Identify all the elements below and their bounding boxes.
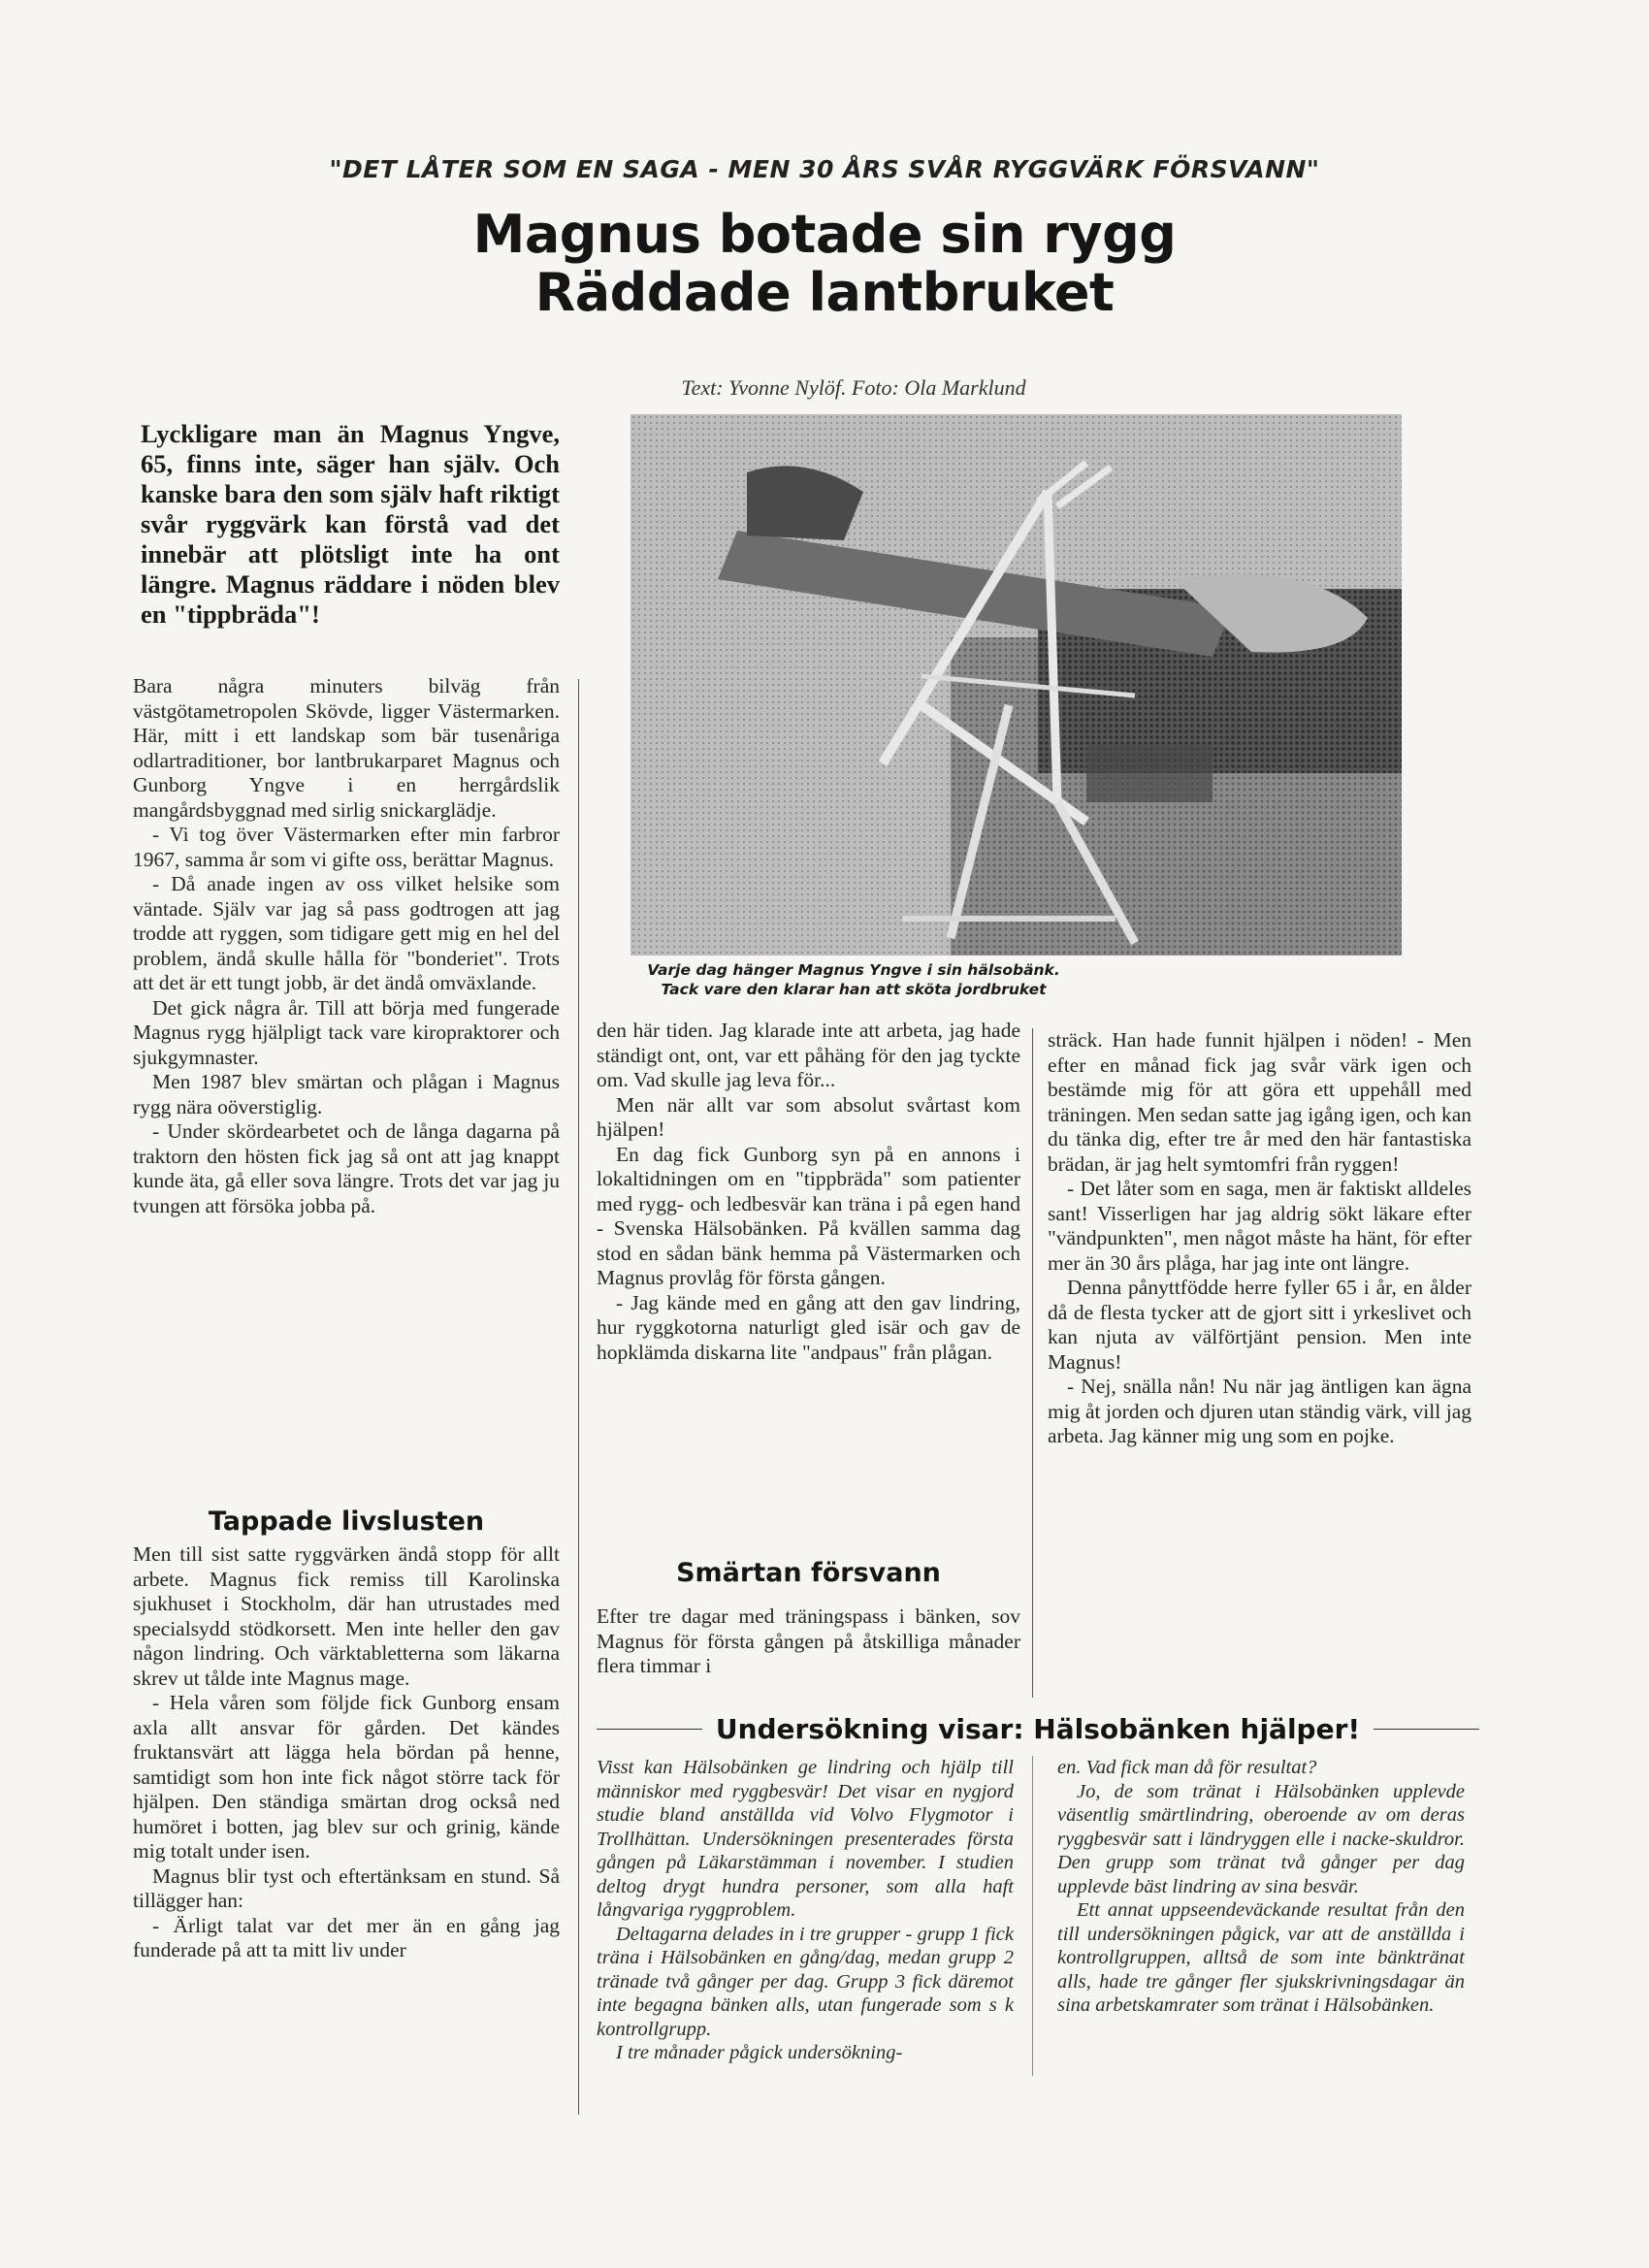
body-paragraph: Det gick några år. Till att börja med fungerade Magnus rygg hjälpligt tack vare kiropraktorer och sjukgymnaster. (133, 995, 560, 1069)
body-paragraph: - Hela våren som följde fick Gunborg ensam axla allt ansvar för gården. Det kändes fruktansvärt att lägga hela bördan på henne, samtidigt som hon inte fick något större tack för hjälpen. Den ständiga smärtan drog också ned humöret i botten, jag blev sur och grinig, kände mig totalt under isen. (133, 1691, 560, 1863)
study-box-heading (597, 1711, 1479, 1746)
column-3 (1048, 1028, 1471, 1449)
column-divider (578, 679, 579, 2115)
body-paragraph: Efter tre dagar med träningspass i bänken, sov Magnus för första gången på åtskilliga månader flera timmar i (597, 1604, 1020, 1677)
body-paragraph: Men när allt var som absolut svårtast kom hjälpen! (597, 1092, 1020, 1141)
subheading-tappade-livslusten: Tappade livslusten (208, 1507, 485, 1537)
study-paragraph: I tre månader pågick undersökning- (616, 2042, 903, 2063)
study-box-title: Undersökning visar: Hälsobänken hjälper! (715, 1712, 1361, 1745)
headline-line-1: Magnus botade sin rygg (472, 204, 1177, 265)
heading-rule-right (1374, 1729, 1479, 1730)
headline (0, 206, 1649, 322)
body-paragraph: - Då anade ingen av oss vilket helsike som väntade. Själv var jag så pass godtrogen att jag trodde att ryggen, som tidigare gett mig en hel del problem, ändå skulle hålla för "bonderiet". Trots att det är ett tungt jobb, är det ändå omväxlande. (133, 872, 560, 994)
heading-rule-left (597, 1729, 702, 1730)
column-divider (1032, 1756, 1033, 2076)
body-paragraph: - Det låter som en saga, men är faktiskt alldeles sant! Visserligen har jag aldrig sökt läkare efter "vändpunkten", men något måste ha hänt, för efter mer än 30 års plåga, har jag inte ont längre. (1048, 1177, 1471, 1275)
study-box-column-2 (1057, 1756, 1465, 2018)
caption-line-1: Varje dag hänger Magnus Yngve i sin hälsobänk. (647, 961, 1060, 979)
body-paragraph: den här tiden. Jag klarade inte att arbeta, jag hade ständigt ont, ont, var ett påhäng för den jag tyckte om. Vad skulle jag leva för... (597, 1019, 1020, 1091)
study-paragraph: Jo, de som tränat i Hälsobänken upplevde väsentlig smärtlindring, oberoende av om deras ryggbesvär satt i ländryggen elle i nacke-skuldror. Den grupp som tränat två gånger per dag upplevde bäst lindring av sina besvär. (1057, 1780, 1465, 1897)
subheading-smartan-forsvann: Smärtan försvann (676, 1558, 941, 1588)
lead-paragraph: Lyckligare man än Magnus Yngve, 65, finns inte, säger han själv. Och kanske bara den som själv haft riktigt svår ryggvärk kan förstå vad det innebär att plötsligt inte ha ont längre. Magnus räddare i nöden blev en "tippbräda"! (141, 419, 560, 629)
study-box-column-1 (597, 1756, 1014, 2065)
study-paragraph: en. Vad fick man då för resultat? (1057, 1757, 1317, 1778)
body-paragraph: Bara några minuters bilväg från västgötametropolen Skövde, ligger Västermarken. Här, mitt i ett landskap som bär tusenåriga odlartraditioner, bor lantbrukarparet Magnus och Gunborg Yngve i en herrgårdslik mangårdsbyggnad med sirlig snickarglädje. (133, 674, 560, 822)
column-1-top (133, 674, 560, 1218)
column-2 (597, 1019, 1020, 1365)
byline: Text: Yvonne Nylöf. Foto: Ola Marklund (681, 375, 1026, 400)
photo-halsobank-graphic (630, 414, 1402, 956)
body-paragraph: - Ärligt talat var det mer än en gång jag funderade på att ta mitt liv under (133, 1913, 560, 1961)
column-2-bottom (597, 1604, 1020, 1679)
column-divider (1032, 1028, 1033, 1698)
body-paragraph: En dag fick Gunborg syn på en annons i lokaltidningen om en "tippbräda" som patienter med rygg- och ledbesvär kan träna i på egen hand - Svenska Hälsobänken. På kvällen samma dag stod en sådan bänk hemma på Västermarken och Magnus provlåg för första gången. (597, 1142, 1020, 1289)
body-paragraph: - Vi tog över Västermarken efter min farbror 1967, samma år som vi gifte oss, berättar Magnus. (133, 823, 560, 871)
body-paragraph: - Jag kände med en gång att den gav lindring, hur ryggkotorna naturligt gled isär och gav de hopklämda diskarna lite "andpaus" från plågan. (597, 1290, 1020, 1364)
study-paragraph: Visst kan Hälsobänken ge lindring och hjälp till människor med ryggbesvär! Det visar en nygjord studie bland anställda vid Volvo Flygmotor i Trollhättan. Undersökningen presenterades första gången på Läkarstämman i november. I studien deltog drygt hundra personer, som alla haft långvariga ryggproblem. (597, 1757, 1014, 1921)
kicker-quote: "DET LÅTER SOM EN SAGA - MEN 30 ÅRS SVÅR RYGGVÄRK FÖRSVANN" (329, 155, 1320, 183)
body-paragraph: Denna pånyttfödde herre fyller 65 i år, en ålder då de flesta tycker att de gjort sitt i yrkeslivet och kan njuta av välförtjänt pension. Men inte Magnus! (1048, 1276, 1471, 1374)
body-paragraph: sträck. Han hade funnit hjälpen i nöden! - Men efter en månad fick jag svår värk igen och bestämde mig för att göra ett uppehåll med träningen. Men sedan satte jag igång igen, och kan du tänka dig, efter tre år med den här fantastiska brädan, är jag helt symtomfri från ryggen! (1048, 1028, 1471, 1176)
study-paragraph: Deltagarna delades in i tre grupper - grupp 1 fick träna i Hälsobänken en gång/dag, medan grupp 2 tränade två gånger per dag. Grupp 3 fick däremot inte begagna bänken alls, utan fungerade som s k kontrollgrupp. (597, 1923, 1014, 2040)
caption-line-2: Tack vare den klarar han att sköta jordbruket (661, 981, 1047, 998)
body-paragraph: - Under skördearbetet och de långa dagarna på traktorn den hösten fick jag så ont att jag knappt kunde äta, gå eller sova längre. Trots det var jag ju tvungen att försöka jobba på. (133, 1119, 560, 1217)
headline-line-2: Räddade lantbruket (534, 262, 1115, 323)
body-paragraph: Men till sist satte ryggvärken ändå stopp för allt arbete. Magnus fick remiss till Karolinska sjukhuset i Stockholm, där han utrustades med specialsydd stödkorsett. Men inte heller den gav någon lindring. Och värktabletterna som läkarna skrev ut tålde inte Magnus mage. (133, 1542, 560, 1690)
photo-halsobank (630, 414, 1402, 956)
study-paragraph: Ett annat uppseendeväckande resultat från den till undersökningen pågick, var att de anställda i kontrollgruppen, alltså de som inte bänktränat alls, hade tre gånger fler sjukskrivningsdagar än sina arbetskamrater som tränat i Hälsobänken. (1057, 1899, 1465, 2016)
body-paragraph: Magnus blir tyst och eftertänksam en stund. Så tillägger han: (133, 1863, 560, 1912)
body-paragraph: - Nej, snälla nån! Nu när jag äntligen kan ägna mig åt jorden och djuren utan ständig värk, vill jag arbeta. Jag känner mig ung som en pojke. (1048, 1375, 1471, 1447)
column-1-bottom (133, 1542, 560, 1963)
photo-caption (621, 960, 1086, 999)
body-paragraph: Men 1987 blev smärtan och plågan i Magnus rygg nära oöverstiglig. (133, 1070, 560, 1118)
